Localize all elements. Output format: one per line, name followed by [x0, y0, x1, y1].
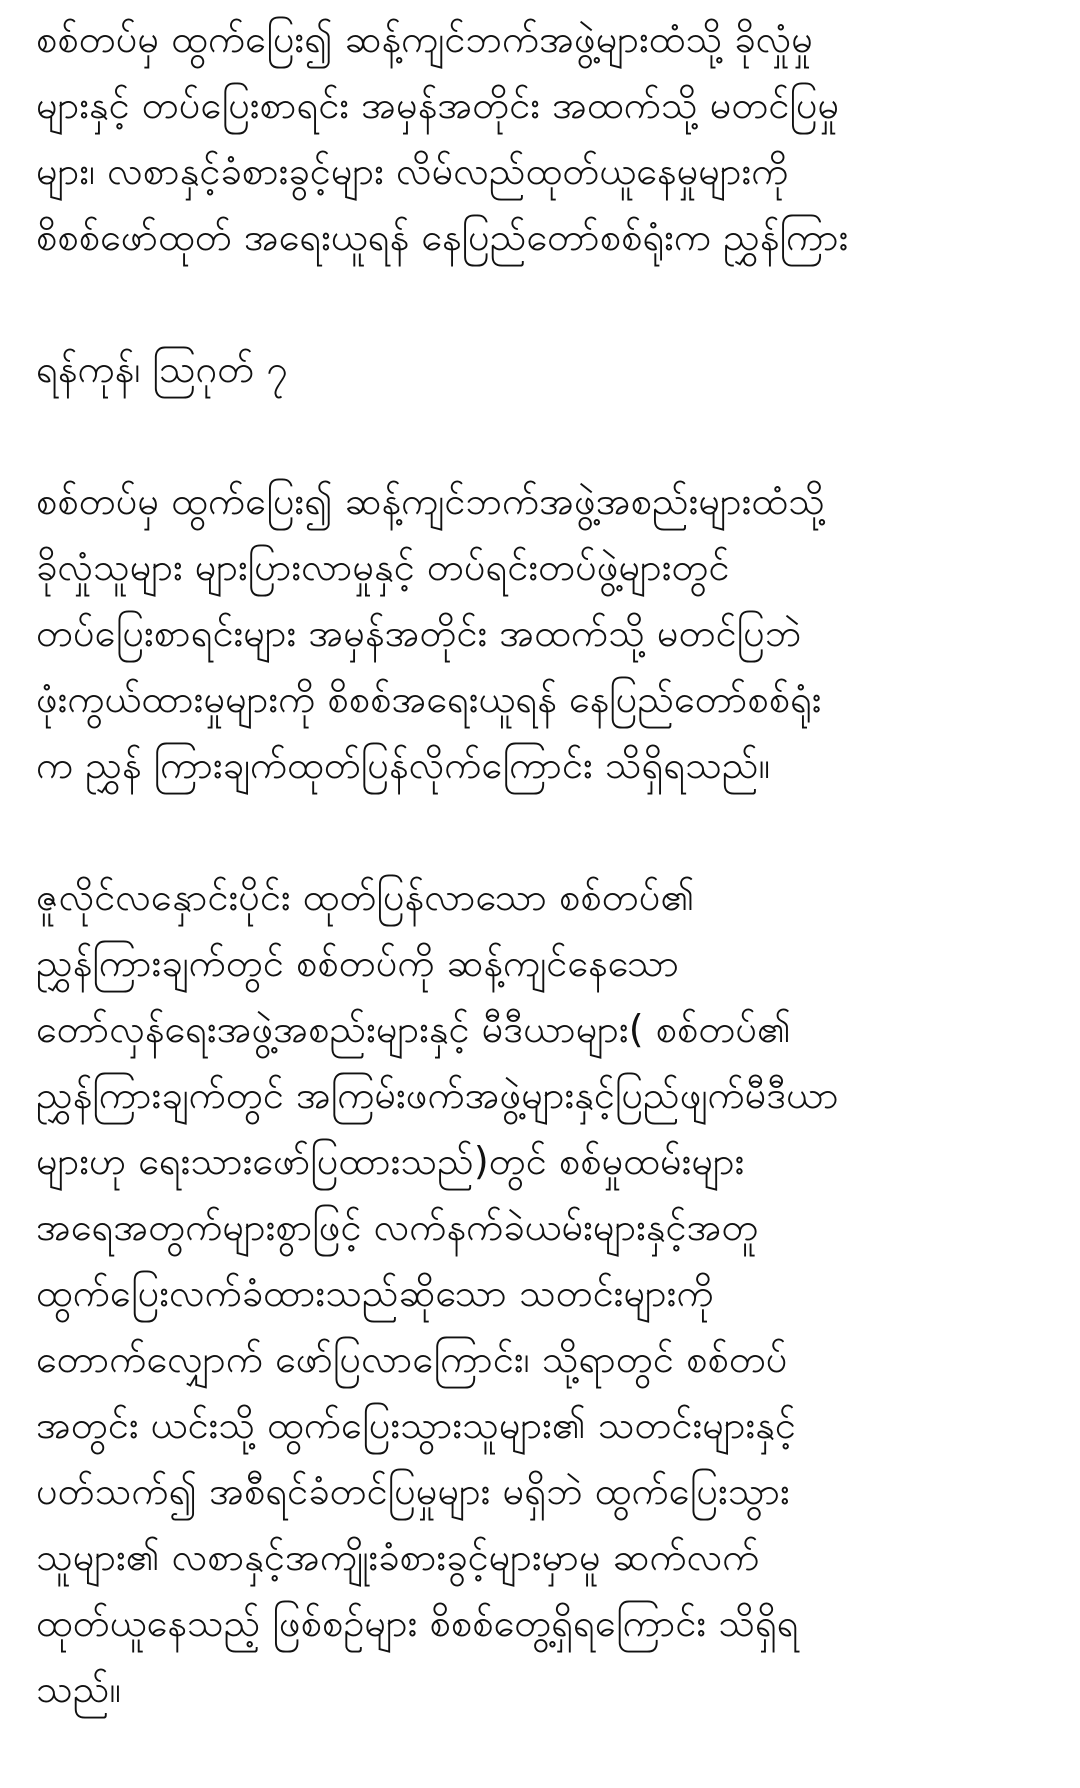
- text-line: ထုတ်ယူနေသည့် ဖြစ်စဉ်များ စိစစ်တွေ့ရှိရကြောင်း သိရှိရ: [36, 1601, 799, 1645]
- text-line: အတွင်း ယင်းသို့ ထွက်ပြေးသွားသူများ၏ သတင်းများနှင့်: [36, 1403, 796, 1447]
- text-line: ဖုံးကွယ်ထားမှုများကို စိစစ်အရေးယူရန် နေပြည်တော်စစ်ရုံး: [36, 677, 822, 721]
- text-line: များဟု ရေးသားဖော်ပြထားသည်)တွင် စစ်မှုထမ်းများ: [36, 1139, 745, 1183]
- text-line: တပ်ပြေးစာရင်းများ အမှန်အတိုင်း အထက်သို့ မတင်ပြဘဲ: [36, 611, 802, 655]
- text-line: က ညွှန် ကြားချက်ထုတ်ပြန်လိုက်ကြောင်း သိရှိရသည်။: [36, 743, 771, 787]
- dateline: ရန်ကုန်၊ ဩဂုတ် ၇: [36, 347, 288, 391]
- text-line: ခိုလှုံသူများ များပြားလာမှုနှင့် တပ်ရင်းတပ်ဖွဲ့များတွင်: [36, 545, 730, 589]
- text-line: များ၊ လစာနှင့်ခံစားခွင့်များ လိမ်လည်ထုတ်ယူနေမှုများကို: [36, 149, 789, 193]
- text-line: သူများ၏ လစာနှင့်အကျိုးခံစားခွင့်များမှာမူ ဆက်လက်: [36, 1535, 760, 1579]
- text-line: တော်လှန်ရေးအဖွဲ့အစည်းများနှင့် မီဒီယာများ( စစ်တပ်၏: [36, 1007, 791, 1051]
- text-line: ညွှန်ကြားချက်တွင် စစ်တပ်ကို ဆန့်ကျင်နေသော: [36, 941, 680, 985]
- text-line: ဇူလိုင်လနှောင်းပိုင်း ထုတ်ပြန်လာသော စစ်တပ်၏: [36, 875, 695, 919]
- paragraph-body: [36, 864, 1052, 1722]
- text-line: စိစစ်ဖော်ထုတ် အရေးယူရန် နေပြည်တော်စစ်ရုံးက ညွှန်ကြား: [36, 215, 849, 259]
- text-line: စစ်တပ်မှ ထွက်ပြေး၍ ဆန့်ကျင်ဘက်အဖွဲ့အစည်းများထံသို့: [36, 479, 825, 523]
- text-line: သည်။: [36, 1667, 121, 1711]
- text-line: တောက်လျှောက် ဖော်ပြလာကြောင်း၊ သို့ရာတွင် စစ်တပ်: [36, 1337, 788, 1381]
- text-line: ထွက်ပြေးလက်ခံထားသည်ဆိုသော သတင်းများကို: [36, 1271, 714, 1315]
- paragraph-headline: [36, 6, 1052, 270]
- text-line: စစ်တပ်မှ ထွက်ပြေး၍ ဆန့်ကျင်ဘက်အဖွဲ့များထံသို့ ခိုလှုံမှု: [36, 17, 814, 61]
- article-body: [36, 0, 1052, 1788]
- text-line: ပတ်သက်၍ အစီရင်ခံတင်ပြမှုများ မရှိဘဲ ထွက်ပြေးသွား: [36, 1469, 790, 1513]
- text-line: အရေအတွက်များစွာဖြင့် လက်နက်ခဲယမ်းများနှင့်အတူ: [36, 1205, 759, 1249]
- text-line: ညွှန်ကြားချက်တွင် အကြမ်းဖက်အဖွဲ့များနှင့်ပြည်ဖျက်မီဒီယာ: [36, 1073, 839, 1117]
- paragraph-dateline: [36, 336, 1052, 402]
- paragraph-lead: [36, 468, 1052, 798]
- text-line: များနှင့် တပ်ပြေးစာရင်း အမှန်အတိုင်း အထက်သို့ မတင်ပြမှု: [36, 83, 840, 127]
